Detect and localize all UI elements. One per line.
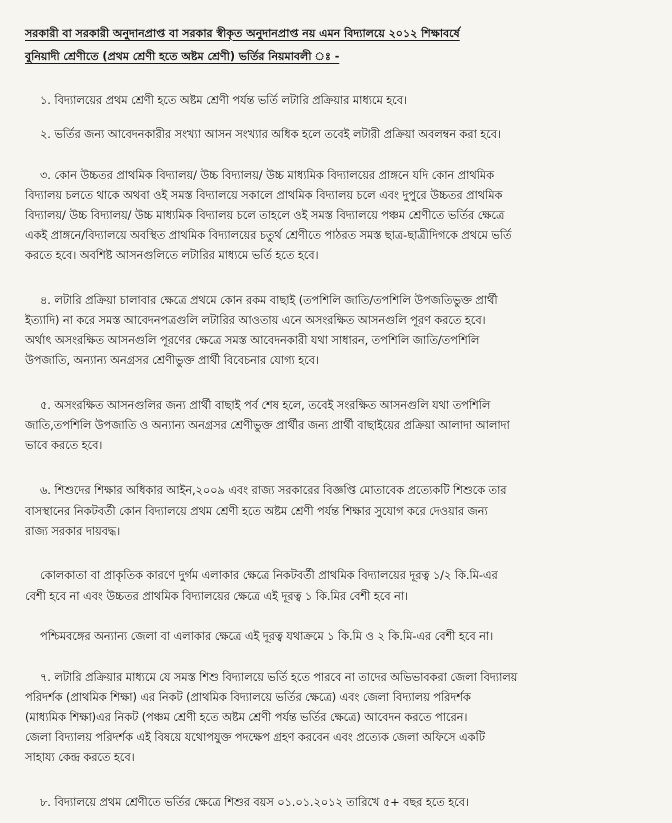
rule-7-line-5: সাহায্য কেন্দ্র করতে হবে। xyxy=(25,750,135,764)
rule-5-line-3: ভাবে করতে হবে। xyxy=(25,438,103,452)
rule-7-line-4: জেলা বিদ্যালয় পরিদর্শক এই বিষয়ে যথোপযুক্ত পদক্ষেপ গ্রহণ করবেন এবং প্রত্যেক জেলা অফিসে একটি xyxy=(25,730,485,744)
rule-6-line-1: ৬. শিশুদের শিক্ষার অধিকার আইন,২০০৯ এবং রাজ্য সরকারের বিজ্ঞপ্তি মোতাবেক প্রত্যেকটি শিশুকে তার xyxy=(40,483,507,497)
rule-8-line-1: ৮. বিদ্যালয়ে প্রথম শ্রেণীতে ভর্তির ক্ষেত্রে শিশুর বয়স ০১.০১.২০১২ তারিখে ৫+ বছর হতে হবে। xyxy=(40,795,469,809)
rule-5-line-2: জাতি,তপশিলি উপজাতি ও অন্যান্য অনগ্রসর শ্রেণীভুক্ত প্রার্থীর জন্য প্রার্থী বাছাইয়ের প্রক্রিয়া আলাদা আলাদা xyxy=(25,418,510,432)
rule-7-line-3: (মাধ্যমিক শিক্ষা)এর নিকট (পঞ্চম শ্রেণী হতে অষ্টম শ্রেণী পর্যন্ত ভর্তির ক্ষেত্রে) আবেদন করতে পারেন। xyxy=(25,710,468,724)
rule-4-line-4: উপজাতি, অন্যান্য অনগ্রসর শ্রেণীভুক্ত প্রার্থী বিবেচনার যোগ্য হবে। xyxy=(25,353,319,367)
rule-3-line-5: করতে হবে। অবশিষ্ট আসনগুলিতে লটারির মাধ্যমে ভর্তি হতে হবে। xyxy=(25,248,319,262)
rule-3-line-3: বিদ্যালয়/ উচ্চ বিদ্যালয়/ উচ্চ মাধ্যমিক বিদ্যালয় চলে তাহলে ওই সমস্ত বিদ্যালয়ে পঞ্চম শ্রেণীতে ভর্তির ক্ষেত্রে xyxy=(25,208,505,222)
rule-3-line-1: ৩. কোন উচ্চতর প্রাথমিক বিদ্যালয়/ উচ্চ বিদ্যালয়/ উচ্চ মাধ্যমিক বিদ্যালয়ের প্রাঙ্গনে যদি কোন প্রাথমিক xyxy=(40,168,494,182)
rule-3-line-2: বিদ্যালয় চলতে থাকে অথবা ওই সমস্ত বিদ্যালয়ে সকালে প্রাথমিক বিদ্যালয় চলে এবং দুপুরে উচ্চতর প্রাথমিক xyxy=(25,188,503,202)
kolkata-note-line-2: বেশী হবে না এবং উচ্চতর প্রাথমিক বিদ্যালয়ের ক্ষেত্রে এই দূরত্ব ১ কি.মির বেশী হবে না। xyxy=(25,589,409,603)
rule-1-line-1: ১. বিদ্যালয়ের প্রথম শ্রেণী হতে অষ্টম শ্রেণী পর্যন্ত ভর্তি লটারি প্রক্রিয়ার মাধ্যমে হবে। xyxy=(40,93,407,107)
rule-6-line-3: রাজ্য সরকার দায়বদ্ধ। xyxy=(25,524,121,538)
rule-2-line-1: ২. ভর্তির জন্য আবেদনকারীর সংখ্যা আসন সংখ্যার অধিক হলে তবেই লটারী প্রক্রিয়া অবলম্বন করা হবে। xyxy=(40,127,501,141)
rule-6-line-2: বাসস্থানের নিকটবর্তী কোন বিদ্যালয়ে প্রথম শ্রেণী হতে অষ্টম শ্রেণী পর্যন্ত শিক্ষার সুযোগ করে দেওয়ার জন্য xyxy=(25,504,488,518)
rule-3-line-4: একই প্রাঙ্গনে/বিদ্যালয়ে অবস্থিত প্রাথমিক বিদ্যালয়ের চতুর্থ শ্রেণীতে পাঠরত সমস্ত ছাত্র-ছাত্রীদিগকে প্রথমে ভর্তি xyxy=(25,228,512,242)
kolkata-note-line-1: কোলকাতা বা প্রাকৃতিক কারণে দুর্গম এলাকার ক্ষেত্রে নিকটবর্তী প্রাথমিক বিদ্যালয়ের দূরত্ব ১/২ কি.মি-এর xyxy=(40,568,498,582)
rule-4-line-2: ইত্যাদি) না করে সমস্ত আবেদনপত্রগুলি লটারির আওতায় এনে অসংরক্ষিত আসনগুলি পূরণ করতে হবে। xyxy=(25,313,486,327)
rule-4-line-1: ৪. লটারি প্রক্রিয়া চালাবার ক্ষেত্রে প্রথমে কোন রকম বাছাই (তপশিলি জাতি/তপশিলি উপজতিভুক্ত প্রার্থী xyxy=(40,293,498,307)
heading-line-2: বুনিয়াদী শ্রেণীতে (প্রথম শ্রেণী হতে অষ্টম শ্রেণী) ভর্তির নিয়মাবলী ঃ - xyxy=(25,50,340,63)
rule-4-line-3: অর্থাৎ অসংরক্ষিত আসনগুলি পূরণের ক্ষেত্রে সমস্ত আবেদনকারী যথা সাধারন, তপশিলি জাতি/তপশিলি xyxy=(25,333,480,347)
rule-7-line-1: ৭. লটারি প্রক্রিয়ার মাধ্যমে যে সমস্ত শিশু বিদ্যালয়ে ভর্তি হতে পারবে না তাদের অভিভাবকরা জেলা বিদ্যালয় xyxy=(40,670,518,684)
rule-5-line-1: ৫. অসংরক্ষিত আসনগুলির জন্য প্রার্থী বাছাই পর্ব শেষ হলে, তবেই সংরক্ষিত আসনগুলি যথা তপশিলি xyxy=(40,398,491,412)
heading-line-1: সরকারী বা সরকারী অনুদানপ্রাপ্ত বা সরকার স্বীকৃত অনুদানপ্রাপ্ত নয় এমন বিদ্যালয়ে ২০১২ শিক্ষাবর্ষে xyxy=(25,27,460,40)
west-bengal-note: পশ্চিমবঙ্গের অন্যান্য জেলা বা এলাকার ক্ষেত্রে এই দূরত্ব যথাক্রমে ১ কি.মি ও ২ কি.মি-এর বেশী হবে না। xyxy=(40,629,494,643)
rule-7-line-2: পরিদর্শক (প্রাথমিক শিক্ষা) এর নিকট (প্রাথমিক বিদ্যালয়ে ভর্তির ক্ষেত্রে) এবং জেলা বিদ্যালয় পরিদর্শক xyxy=(25,690,471,704)
